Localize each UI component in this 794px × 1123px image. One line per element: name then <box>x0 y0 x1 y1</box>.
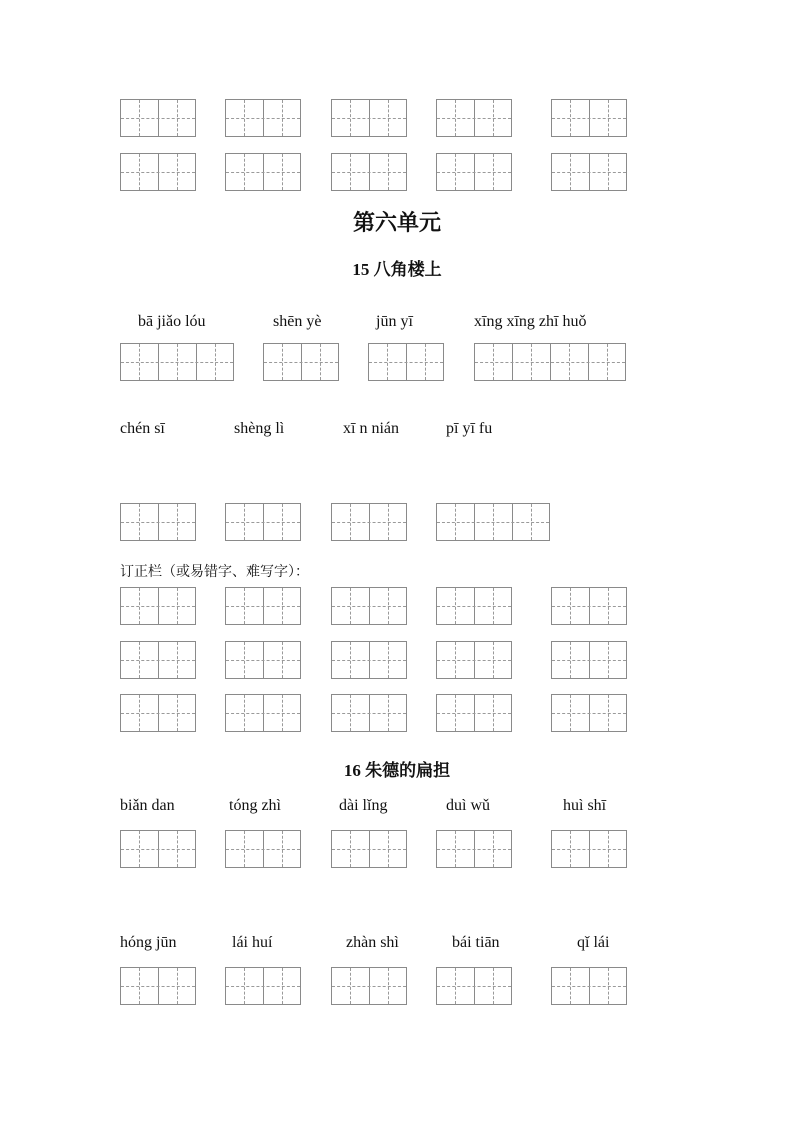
writing-grid <box>331 587 407 625</box>
writing-grid <box>436 99 512 137</box>
writing-grid <box>474 343 626 381</box>
writing-grid <box>331 967 407 1005</box>
pinyin-label: bā jiǎo lóu <box>138 313 206 330</box>
unit-title: 第六单元 <box>352 210 441 235</box>
pinyin-label: qǐ lái <box>577 934 610 951</box>
writing-grid <box>225 503 301 541</box>
pinyin-label: xīng xīng zhī huǒ <box>474 313 587 330</box>
correction-label: 订正栏（或易错字、难写字）： <box>120 564 309 580</box>
writing-grid <box>368 343 444 381</box>
writing-grid <box>225 694 301 732</box>
writing-grid <box>551 153 627 191</box>
writing-grid <box>225 153 301 191</box>
lesson-16-title: 16 朱德的扁担 <box>343 761 451 780</box>
writing-grid <box>225 641 301 679</box>
pinyin-label: bái tiān <box>452 934 500 951</box>
lesson-15-title: 15 八角楼上 <box>352 260 442 279</box>
writing-grid <box>436 153 512 191</box>
writing-grid <box>331 830 407 868</box>
writing-grid <box>551 641 627 679</box>
writing-grid <box>436 694 512 732</box>
pinyin-label: shèng lì <box>234 420 285 437</box>
pinyin-label: huì shī <box>563 797 607 814</box>
writing-grid <box>120 99 196 137</box>
writing-grid <box>225 967 301 1005</box>
writing-grid <box>436 967 512 1005</box>
pinyin-label: pī yī fu <box>446 420 493 437</box>
pinyin-label: duì wǔ <box>446 797 490 814</box>
writing-grid <box>551 587 627 625</box>
writing-grid <box>120 830 196 868</box>
writing-grid <box>263 343 339 381</box>
writing-grid <box>551 967 627 1005</box>
pinyin-label: jūn yī <box>376 313 413 330</box>
writing-grid <box>436 830 512 868</box>
writing-grid <box>551 830 627 868</box>
writing-grid <box>331 153 407 191</box>
writing-grid <box>225 587 301 625</box>
writing-grid <box>225 830 301 868</box>
writing-grid <box>331 503 407 541</box>
writing-grid <box>120 967 196 1005</box>
pinyin-label: biǎn dan <box>120 797 175 814</box>
pinyin-label: dài lǐng <box>339 797 388 814</box>
pinyin-label: xī n nián <box>343 420 399 437</box>
pinyin-label: lái huí <box>232 934 273 951</box>
writing-grid <box>436 503 550 541</box>
pinyin-label: chén sī <box>120 420 165 437</box>
writing-grid <box>331 641 407 679</box>
writing-grid <box>120 587 196 625</box>
pinyin-label: shēn yè <box>273 313 322 330</box>
writing-grid <box>551 99 627 137</box>
writing-grid <box>120 343 234 381</box>
writing-grid <box>225 99 301 137</box>
writing-grid <box>120 503 196 541</box>
pinyin-label: tóng zhì <box>229 797 281 814</box>
writing-grid <box>331 694 407 732</box>
writing-grid <box>120 153 196 191</box>
pinyin-label: zhàn shì <box>346 934 399 951</box>
writing-grid <box>120 641 196 679</box>
writing-grid <box>436 641 512 679</box>
pinyin-label: hóng jūn <box>120 934 177 951</box>
writing-grid <box>551 694 627 732</box>
writing-grid <box>436 587 512 625</box>
writing-grid <box>120 694 196 732</box>
writing-grid <box>331 99 407 137</box>
